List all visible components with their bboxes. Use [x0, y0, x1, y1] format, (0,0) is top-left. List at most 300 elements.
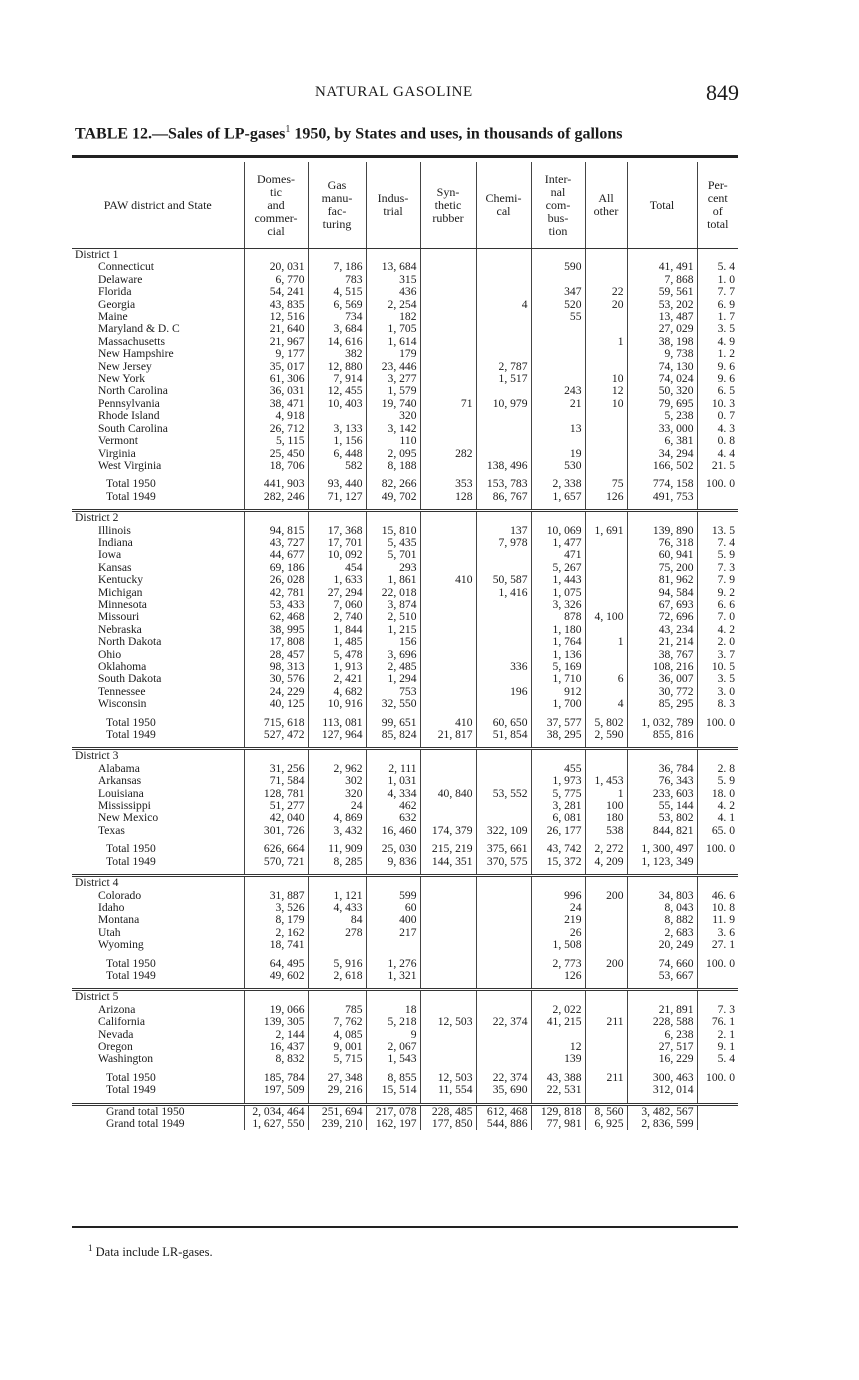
table-cell: 43, 835 [244, 299, 308, 311]
table-cell [420, 311, 476, 323]
table-cell [420, 812, 476, 824]
table-cell: 46. 6 [697, 890, 738, 902]
table-row [72, 939, 738, 951]
table-cell [476, 876, 531, 890]
table-cell: 1, 764 [531, 636, 585, 648]
table-cell [585, 423, 627, 435]
table-cell: 5, 715 [308, 1053, 366, 1065]
table-cell: 36, 007 [627, 673, 697, 685]
table-cell: 22, 018 [366, 587, 420, 599]
table-cell: 17, 368 [308, 525, 366, 537]
table-cell: 76, 318 [627, 537, 697, 549]
total-row [72, 729, 738, 741]
table-cell: 2. 1 [697, 1029, 738, 1041]
table-cell: 1, 443 [531, 574, 585, 586]
row-label: Connecticut [98, 261, 155, 274]
table-bottom-rule [72, 1226, 738, 1228]
table-cell: 126 [531, 970, 585, 982]
table-cell: 2, 962 [308, 763, 366, 775]
table-cell: 217, 078 [366, 1104, 420, 1118]
table-row [72, 812, 738, 824]
table-cell [420, 525, 476, 537]
row-label: Oregon [98, 1040, 133, 1053]
total-row [72, 478, 738, 490]
row-label: Florida [98, 286, 132, 299]
table-cell: 21, 891 [627, 1004, 697, 1016]
row-label: Total 1949 [106, 969, 156, 982]
row-label: Maine [98, 311, 128, 324]
table-cell [531, 274, 585, 286]
row-label: Maryland & D. C [98, 323, 180, 336]
table-cell: 86, 767 [476, 491, 531, 503]
table-cell: 74, 024 [627, 373, 697, 385]
table-cell [697, 1104, 738, 1118]
running-title: NATURAL GASOLINE [315, 84, 473, 100]
table-cell [476, 435, 531, 447]
district-row [72, 990, 738, 1004]
row-label: Illinois [98, 524, 131, 537]
table-cell: 137 [476, 525, 531, 537]
row-label: New Hampshire [98, 348, 174, 361]
table-cell: 22, 374 [476, 1016, 531, 1028]
table-cell: 15, 372 [531, 856, 585, 868]
table-cell: 5, 478 [308, 649, 366, 661]
table-cell: 7, 978 [476, 537, 531, 549]
table-cell: 6, 770 [244, 274, 308, 286]
table-cell: 2, 683 [627, 927, 697, 939]
table-cell: 4. 3 [697, 423, 738, 435]
table-cell [585, 1053, 627, 1065]
table-cell: 180 [585, 812, 627, 824]
table-cell: 239, 210 [308, 1118, 366, 1130]
table-cell: 59, 561 [627, 286, 697, 298]
table-cell: 100 [585, 800, 627, 812]
table-cell [585, 927, 627, 939]
table-cell: 1 [585, 788, 627, 800]
row-label: Total 1950 [106, 843, 156, 856]
table-cell: 9. 2 [697, 587, 738, 599]
table-cell: 12, 455 [308, 385, 366, 397]
table-cell [420, 323, 476, 335]
table-cell: 1, 627, 550 [244, 1118, 308, 1130]
table-cell: 19, 066 [244, 1004, 308, 1016]
table-title-rest: 1950, by States and uses, in thousands of gallons [290, 125, 623, 143]
table-cell: 108, 216 [627, 661, 697, 673]
table-body [72, 249, 738, 1131]
table-cell [420, 749, 476, 763]
table-cell [585, 1084, 627, 1096]
table-cell: 129, 818 [531, 1104, 585, 1118]
table-cell: 100. 0 [697, 478, 738, 490]
column-header: Total [627, 162, 697, 249]
table-cell [697, 990, 738, 1004]
table-cell: 1, 477 [531, 537, 585, 549]
table-cell: 3, 277 [366, 373, 420, 385]
table-cell [476, 348, 531, 360]
table-cell [476, 549, 531, 561]
district-row [72, 876, 738, 890]
row-label: North Carolina [98, 385, 168, 398]
table-cell: 74, 130 [627, 361, 697, 373]
table-cell: 43, 388 [531, 1072, 585, 1084]
row-label: Michigan [98, 586, 143, 599]
row-label: Georgia [98, 298, 136, 311]
table-cell: 7, 914 [308, 373, 366, 385]
table-cell: 320 [308, 788, 366, 800]
table-cell [531, 361, 585, 373]
table-cell [420, 373, 476, 385]
table-cell: 27, 029 [627, 323, 697, 335]
table-cell: 8, 560 [585, 1104, 627, 1118]
table-cell: 71, 584 [244, 775, 308, 787]
table-cell: 21, 214 [627, 636, 697, 648]
table-cell: 27, 294 [308, 587, 366, 599]
table-cell: 2, 272 [585, 843, 627, 855]
table-cell: 65. 0 [697, 825, 738, 837]
table-cell [476, 611, 531, 623]
table-cell: 17, 808 [244, 636, 308, 648]
table-cell [585, 1004, 627, 1016]
row-label: Pennsylvania [98, 397, 160, 410]
table-cell: 1, 121 [308, 890, 366, 902]
table-cell: 156 [366, 636, 420, 648]
table-cell: 1, 861 [366, 574, 420, 586]
table-cell: 441, 903 [244, 478, 308, 490]
table-cell [585, 249, 627, 262]
table-cell: 455 [531, 763, 585, 775]
table-cell [366, 511, 420, 525]
table-cell: 13. 5 [697, 525, 738, 537]
table-cell: 53, 802 [627, 812, 697, 824]
row-label: District 1 [75, 248, 119, 261]
table-cell: 382 [308, 348, 366, 360]
table-cell: 2, 740 [308, 611, 366, 623]
table-row [72, 398, 738, 410]
table-cell: 81, 962 [627, 574, 697, 586]
table-cell: 10, 069 [531, 525, 585, 537]
table-cell: 1, 913 [308, 661, 366, 673]
row-label: Kentucky [98, 574, 144, 587]
table-cell [585, 1029, 627, 1041]
table-cell: 72, 696 [627, 611, 697, 623]
table-row [72, 336, 738, 348]
table-cell: 9, 738 [627, 348, 697, 360]
table-cell: 9, 177 [244, 348, 308, 360]
row-label: Massachusetts [98, 335, 165, 348]
table-cell: 1, 700 [531, 698, 585, 710]
table-cell: 5, 916 [308, 958, 366, 970]
table-cell: 3, 432 [308, 825, 366, 837]
table-row [72, 914, 738, 926]
row-label: Nebraska [98, 623, 142, 636]
table-cell [585, 562, 627, 574]
table-cell: 1, 508 [531, 939, 585, 951]
table-cell: 23, 446 [366, 361, 420, 373]
table-cell [420, 1029, 476, 1041]
district-row [72, 749, 738, 763]
table-row [72, 649, 738, 661]
table-row [72, 460, 738, 472]
table-cell [420, 1053, 476, 1065]
table-cell: 166, 502 [627, 460, 697, 472]
row-label: West Virginia [98, 459, 162, 472]
table-cell: 27, 517 [627, 1041, 697, 1053]
row-label: Arizona [98, 1003, 136, 1016]
table-cell: 6, 569 [308, 299, 366, 311]
table-cell [308, 749, 366, 763]
table-cell: 219 [531, 914, 585, 926]
table-cell: 53, 433 [244, 599, 308, 611]
table-cell: 1 [585, 636, 627, 648]
row-label: Montana [98, 914, 140, 927]
table-cell [476, 970, 531, 982]
row-label: Delaware [98, 273, 143, 286]
table-cell: 21 [531, 398, 585, 410]
table-cell [585, 511, 627, 525]
table-cell: 217 [366, 927, 420, 939]
table-cell: 71, 127 [308, 491, 366, 503]
table-cell [420, 939, 476, 951]
table-cell: 24 [531, 902, 585, 914]
table-cell: 783 [308, 274, 366, 286]
table-cell: 5, 238 [627, 410, 697, 422]
table-cell [366, 876, 420, 890]
column-header: Domes- tic and commer- cial [244, 162, 308, 249]
footnote [88, 1243, 213, 1260]
table-cell: 4, 515 [308, 286, 366, 298]
table-cell: 2, 111 [366, 763, 420, 775]
table-cell: 4. 9 [697, 336, 738, 348]
table-cell: 8, 285 [308, 856, 366, 868]
table-cell [531, 511, 585, 525]
table-cell: 50, 320 [627, 385, 697, 397]
table-cell: 5, 267 [531, 562, 585, 574]
table-cell: 1, 657 [531, 491, 585, 503]
table-title-note-mark: 1 [285, 124, 291, 135]
table-cell: 100. 0 [697, 843, 738, 855]
table-cell: 4, 209 [585, 856, 627, 868]
table-cell: 36, 031 [244, 385, 308, 397]
table-cell: 8, 855 [366, 1072, 420, 1084]
table-cell: 2, 338 [531, 478, 585, 490]
table-cell: 302 [308, 775, 366, 787]
table-cell [420, 348, 476, 360]
column-header: Indus- trial [366, 162, 420, 249]
table-cell: 139, 890 [627, 525, 697, 537]
table-cell [476, 775, 531, 787]
table-cell [420, 286, 476, 298]
table-cell: 215, 219 [420, 843, 476, 855]
column-header: Syn- thetic rubber [420, 162, 476, 249]
table-cell: 3, 482, 567 [627, 1104, 697, 1118]
table-cell [476, 624, 531, 636]
table-row [72, 825, 738, 837]
table-cell: 18, 741 [244, 939, 308, 951]
table-cell: 8, 882 [627, 914, 697, 926]
table-cell: 61, 306 [244, 373, 308, 385]
total-row [72, 1104, 738, 1118]
table-cell: 20 [585, 299, 627, 311]
table-cell [420, 902, 476, 914]
row-label: New York [98, 373, 146, 386]
table-row [72, 323, 738, 335]
table-cell: 4, 100 [585, 611, 627, 623]
table-cell: 315 [366, 274, 420, 286]
row-label: Arkansas [98, 775, 142, 788]
table-cell: 69, 186 [244, 562, 308, 574]
table-cell [476, 800, 531, 812]
table-cell: 2, 836, 599 [627, 1118, 697, 1130]
table-cell: 43, 234 [627, 624, 697, 636]
table-cell: 10 [585, 398, 627, 410]
table-cell: 211 [585, 1016, 627, 1028]
table-cell: 3, 142 [366, 423, 420, 435]
table-cell [420, 385, 476, 397]
table-cell: 3. 7 [697, 649, 738, 661]
table-cell: 21, 817 [420, 729, 476, 741]
table-cell [585, 902, 627, 914]
lp-gas-sales-table [72, 162, 738, 1130]
table-cell [476, 958, 531, 970]
table-cell: 26, 177 [531, 825, 585, 837]
table-cell: 6. 6 [697, 599, 738, 611]
table-cell [420, 549, 476, 561]
table-cell [476, 323, 531, 335]
table-cell: 6, 381 [627, 435, 697, 447]
table-cell: 626, 664 [244, 843, 308, 855]
row-label: Total 1949 [106, 855, 156, 868]
table-cell: 4 [585, 698, 627, 710]
table-cell [531, 990, 585, 1004]
table-cell [585, 323, 627, 335]
table-cell: 320 [366, 410, 420, 422]
table-cell: 9. 1 [697, 1041, 738, 1053]
table-cell: 300, 463 [627, 1072, 697, 1084]
table-cell: 322, 109 [476, 825, 531, 837]
table-cell: 10. 3 [697, 398, 738, 410]
table-cell [420, 686, 476, 698]
table-cell [476, 599, 531, 611]
table-cell: 1, 075 [531, 587, 585, 599]
table-cell [476, 812, 531, 824]
total-row [72, 1072, 738, 1084]
table-cell: 1, 180 [531, 624, 585, 636]
table-cell [244, 990, 308, 1004]
table-cell: 179 [366, 348, 420, 360]
table-cell: 1, 705 [366, 323, 420, 335]
table-cell: 27, 348 [308, 1072, 366, 1084]
table-cell: 4. 4 [697, 448, 738, 460]
table-row [72, 261, 738, 273]
table-cell [308, 410, 366, 422]
table-row [72, 611, 738, 623]
table-cell: 94, 584 [627, 587, 697, 599]
table-cell: 128 [420, 491, 476, 503]
table-cell: 785 [308, 1004, 366, 1016]
table-cell: 436 [366, 286, 420, 298]
table-cell [585, 624, 627, 636]
row-label: Total 1950 [106, 478, 156, 491]
table-cell [585, 876, 627, 890]
column-header: Gas manu- fac- turing [308, 162, 366, 249]
table-cell: 34, 294 [627, 448, 697, 460]
table-cell [366, 249, 420, 262]
table-cell [420, 587, 476, 599]
table-cell: 74, 660 [627, 958, 697, 970]
table-row [72, 775, 738, 787]
table-cell: 0. 7 [697, 410, 738, 422]
table-cell: 4, 085 [308, 1029, 366, 1041]
table-cell: 410 [420, 717, 476, 729]
table-row [72, 373, 738, 385]
table-row [72, 927, 738, 939]
table-cell: 3, 133 [308, 423, 366, 435]
table-cell [476, 902, 531, 914]
table-cell: 3. 6 [697, 927, 738, 939]
row-label: New Mexico [98, 812, 159, 825]
table-cell: 6, 238 [627, 1029, 697, 1041]
table-cell: 2, 590 [585, 729, 627, 741]
table-cell [585, 686, 627, 698]
table-cell [697, 749, 738, 763]
table-top-rule [72, 155, 738, 158]
table-cell: 5, 218 [366, 1016, 420, 1028]
total-row [72, 491, 738, 503]
table-cell [585, 274, 627, 286]
table-cell [585, 435, 627, 447]
table-cell [420, 661, 476, 673]
table-cell [627, 511, 697, 525]
row-label: Total 1950 [106, 716, 156, 729]
table-cell: 375, 661 [476, 843, 531, 855]
table-cell [476, 448, 531, 460]
table-cell: 12 [531, 1041, 585, 1053]
table-cell: 34, 803 [627, 890, 697, 902]
table-cell [420, 511, 476, 525]
row-label: North Dakota [98, 636, 162, 649]
table-cell [585, 914, 627, 926]
table-cell: 196 [476, 686, 531, 698]
table-cell [531, 1029, 585, 1041]
table-cell: 40, 840 [420, 788, 476, 800]
table-cell: 590 [531, 261, 585, 273]
table-cell: 75 [585, 478, 627, 490]
table-cell: 113, 081 [308, 717, 366, 729]
table-cell [585, 970, 627, 982]
table-cell: 127, 964 [308, 729, 366, 741]
table-cell: 10, 916 [308, 698, 366, 710]
table-cell: 5, 802 [585, 717, 627, 729]
table-cell: 17, 701 [308, 537, 366, 549]
row-label: Iowa [98, 549, 122, 562]
table-cell: 200 [585, 890, 627, 902]
table-cell: 10, 979 [476, 398, 531, 410]
table-cell: 49, 702 [366, 491, 420, 503]
table-cell [531, 876, 585, 890]
table-cell [476, 385, 531, 397]
table-cell: 33, 000 [627, 423, 697, 435]
table-row [72, 562, 738, 574]
table-cell [531, 323, 585, 335]
table-cell [697, 876, 738, 890]
table-cell [585, 939, 627, 951]
table-cell: 3, 526 [244, 902, 308, 914]
row-label: Rhode Island [98, 410, 160, 423]
row-label: South Carolina [98, 422, 168, 435]
table-cell: 301, 726 [244, 825, 308, 837]
row-label: Utah [98, 926, 121, 939]
row-label: Ohio [98, 648, 122, 661]
